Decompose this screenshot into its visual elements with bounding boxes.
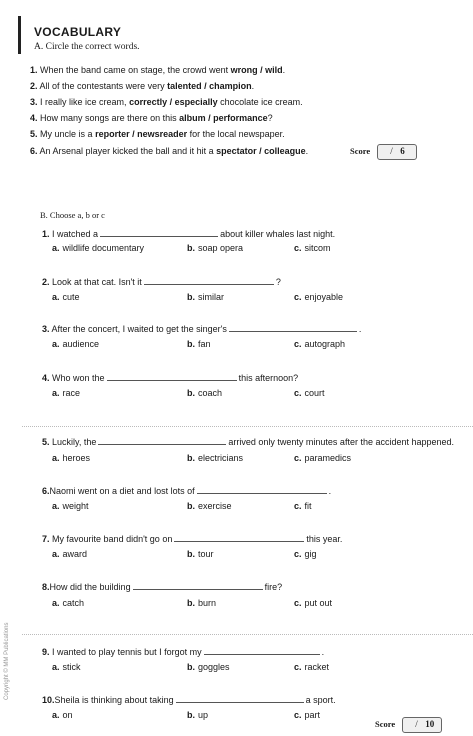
divider [22, 634, 473, 636]
option-c[interactable]: c. gig [294, 549, 317, 559]
question: 4. Who won the this afternoon? [42, 373, 299, 383]
question: 2. Look at that cat. Isn't it ? [42, 277, 281, 287]
question: 10.Sheila is thinking about taking a sport. [42, 695, 336, 705]
part-a-item: 5. My uncle is a reporter / newsreader for the local newspaper. [30, 129, 285, 139]
option-a[interactable]: a. catch [52, 598, 85, 608]
score-b: Score / 10 [375, 717, 442, 733]
question: 8.How did the building fire? [42, 582, 283, 592]
option-b[interactable]: b. tour [187, 549, 214, 559]
option-a[interactable]: a. heroes [52, 453, 91, 463]
option-a[interactable]: a. race [52, 388, 81, 398]
question: 5. Luckily, the arrived only twenty minutes after the accident happened. [42, 437, 455, 447]
option-c[interactable]: c. part [294, 710, 321, 720]
choice[interactable]: talented / champion [167, 81, 252, 91]
option-c[interactable]: c. paramedics [294, 453, 352, 463]
answer-blank[interactable] [144, 276, 274, 285]
answer-blank[interactable] [107, 372, 237, 381]
choice[interactable]: correctly / especially [129, 97, 218, 107]
part-b-heading: B. Choose a, b or c [40, 210, 105, 220]
question: 1. I watched a about killer whales last night. [42, 229, 336, 239]
part-a-item: 4. How many songs are there on this album / performance? [30, 113, 273, 123]
option-a[interactable]: a. award [52, 549, 88, 559]
answer-blank[interactable] [229, 323, 357, 332]
option-c[interactable]: c. court [294, 388, 325, 398]
choice[interactable]: spectator / colleague [216, 146, 306, 156]
option-c[interactable]: c. racket [294, 662, 330, 672]
option-b[interactable]: b. goggles [187, 662, 230, 672]
part-a-heading: A. Circle the correct words. [34, 42, 140, 52]
option-b[interactable]: b. fan [187, 339, 211, 349]
answer-blank[interactable] [98, 436, 226, 445]
score-a: Score / 6 [350, 144, 417, 160]
choice[interactable]: reporter / newsreader [95, 129, 188, 139]
part-a-item: 6. An Arsenal player kicked the ball and it hit a spectator / colleague. [30, 146, 309, 156]
option-b[interactable]: b. burn [187, 598, 217, 608]
score-box: / 6 [377, 144, 417, 160]
choice[interactable]: album / performance [179, 113, 268, 123]
answer-blank[interactable] [176, 694, 304, 703]
part-a-item: 3. I really like ice cream, correctly / especially chocolate ice cream. [30, 97, 303, 107]
option-c[interactable]: c. enjoyable [294, 292, 344, 302]
option-c[interactable]: c. sitcom [294, 243, 331, 253]
option-a[interactable]: a. audience [52, 339, 100, 349]
option-c[interactable]: c. put out [294, 598, 333, 608]
option-a[interactable]: a. weight [52, 501, 89, 511]
option-b[interactable]: b. similar [187, 292, 224, 302]
option-c[interactable]: c. fit [294, 501, 312, 511]
section-bar [18, 16, 21, 54]
question: 3. After the concert, I waited to get the singer's . [42, 324, 362, 334]
option-b[interactable]: b. coach [187, 388, 223, 398]
answer-blank[interactable] [133, 581, 263, 590]
answer-blank[interactable] [174, 533, 304, 542]
option-b[interactable]: b. electricians [187, 453, 244, 463]
option-b[interactable]: b. soap opera [187, 243, 244, 253]
option-a[interactable]: a. on [52, 710, 73, 720]
option-c[interactable]: c. autograph [294, 339, 346, 349]
score-box: / 10 [402, 717, 442, 733]
option-b[interactable]: b. exercise [187, 501, 232, 511]
part-a-item: 1. When the band came on stage, the crowd went wrong / wild. [30, 65, 286, 75]
answer-blank[interactable] [100, 228, 218, 237]
option-a[interactable]: a. cute [52, 292, 80, 302]
choice[interactable]: wrong / wild [230, 65, 283, 75]
question: 7. My favourite band didn't go on this year. [42, 534, 343, 544]
answer-blank[interactable] [197, 485, 327, 494]
option-a[interactable]: a. stick [52, 662, 81, 672]
option-b[interactable]: b. up [187, 710, 209, 720]
divider [22, 426, 473, 428]
part-a-item: 2. All of the contestants were very talented / champion. [30, 81, 255, 91]
answer-blank[interactable] [204, 646, 320, 655]
copyright-note: Copyright © MM Publications [4, 622, 10, 700]
question: 9. I wanted to play tennis but I forgot my . [42, 647, 325, 657]
question: 6.Naomi went on a diet and lost lots of . [42, 486, 332, 496]
page-title: VOCABULARY [34, 25, 122, 39]
option-a[interactable]: a. wildlife documentary [52, 243, 145, 253]
